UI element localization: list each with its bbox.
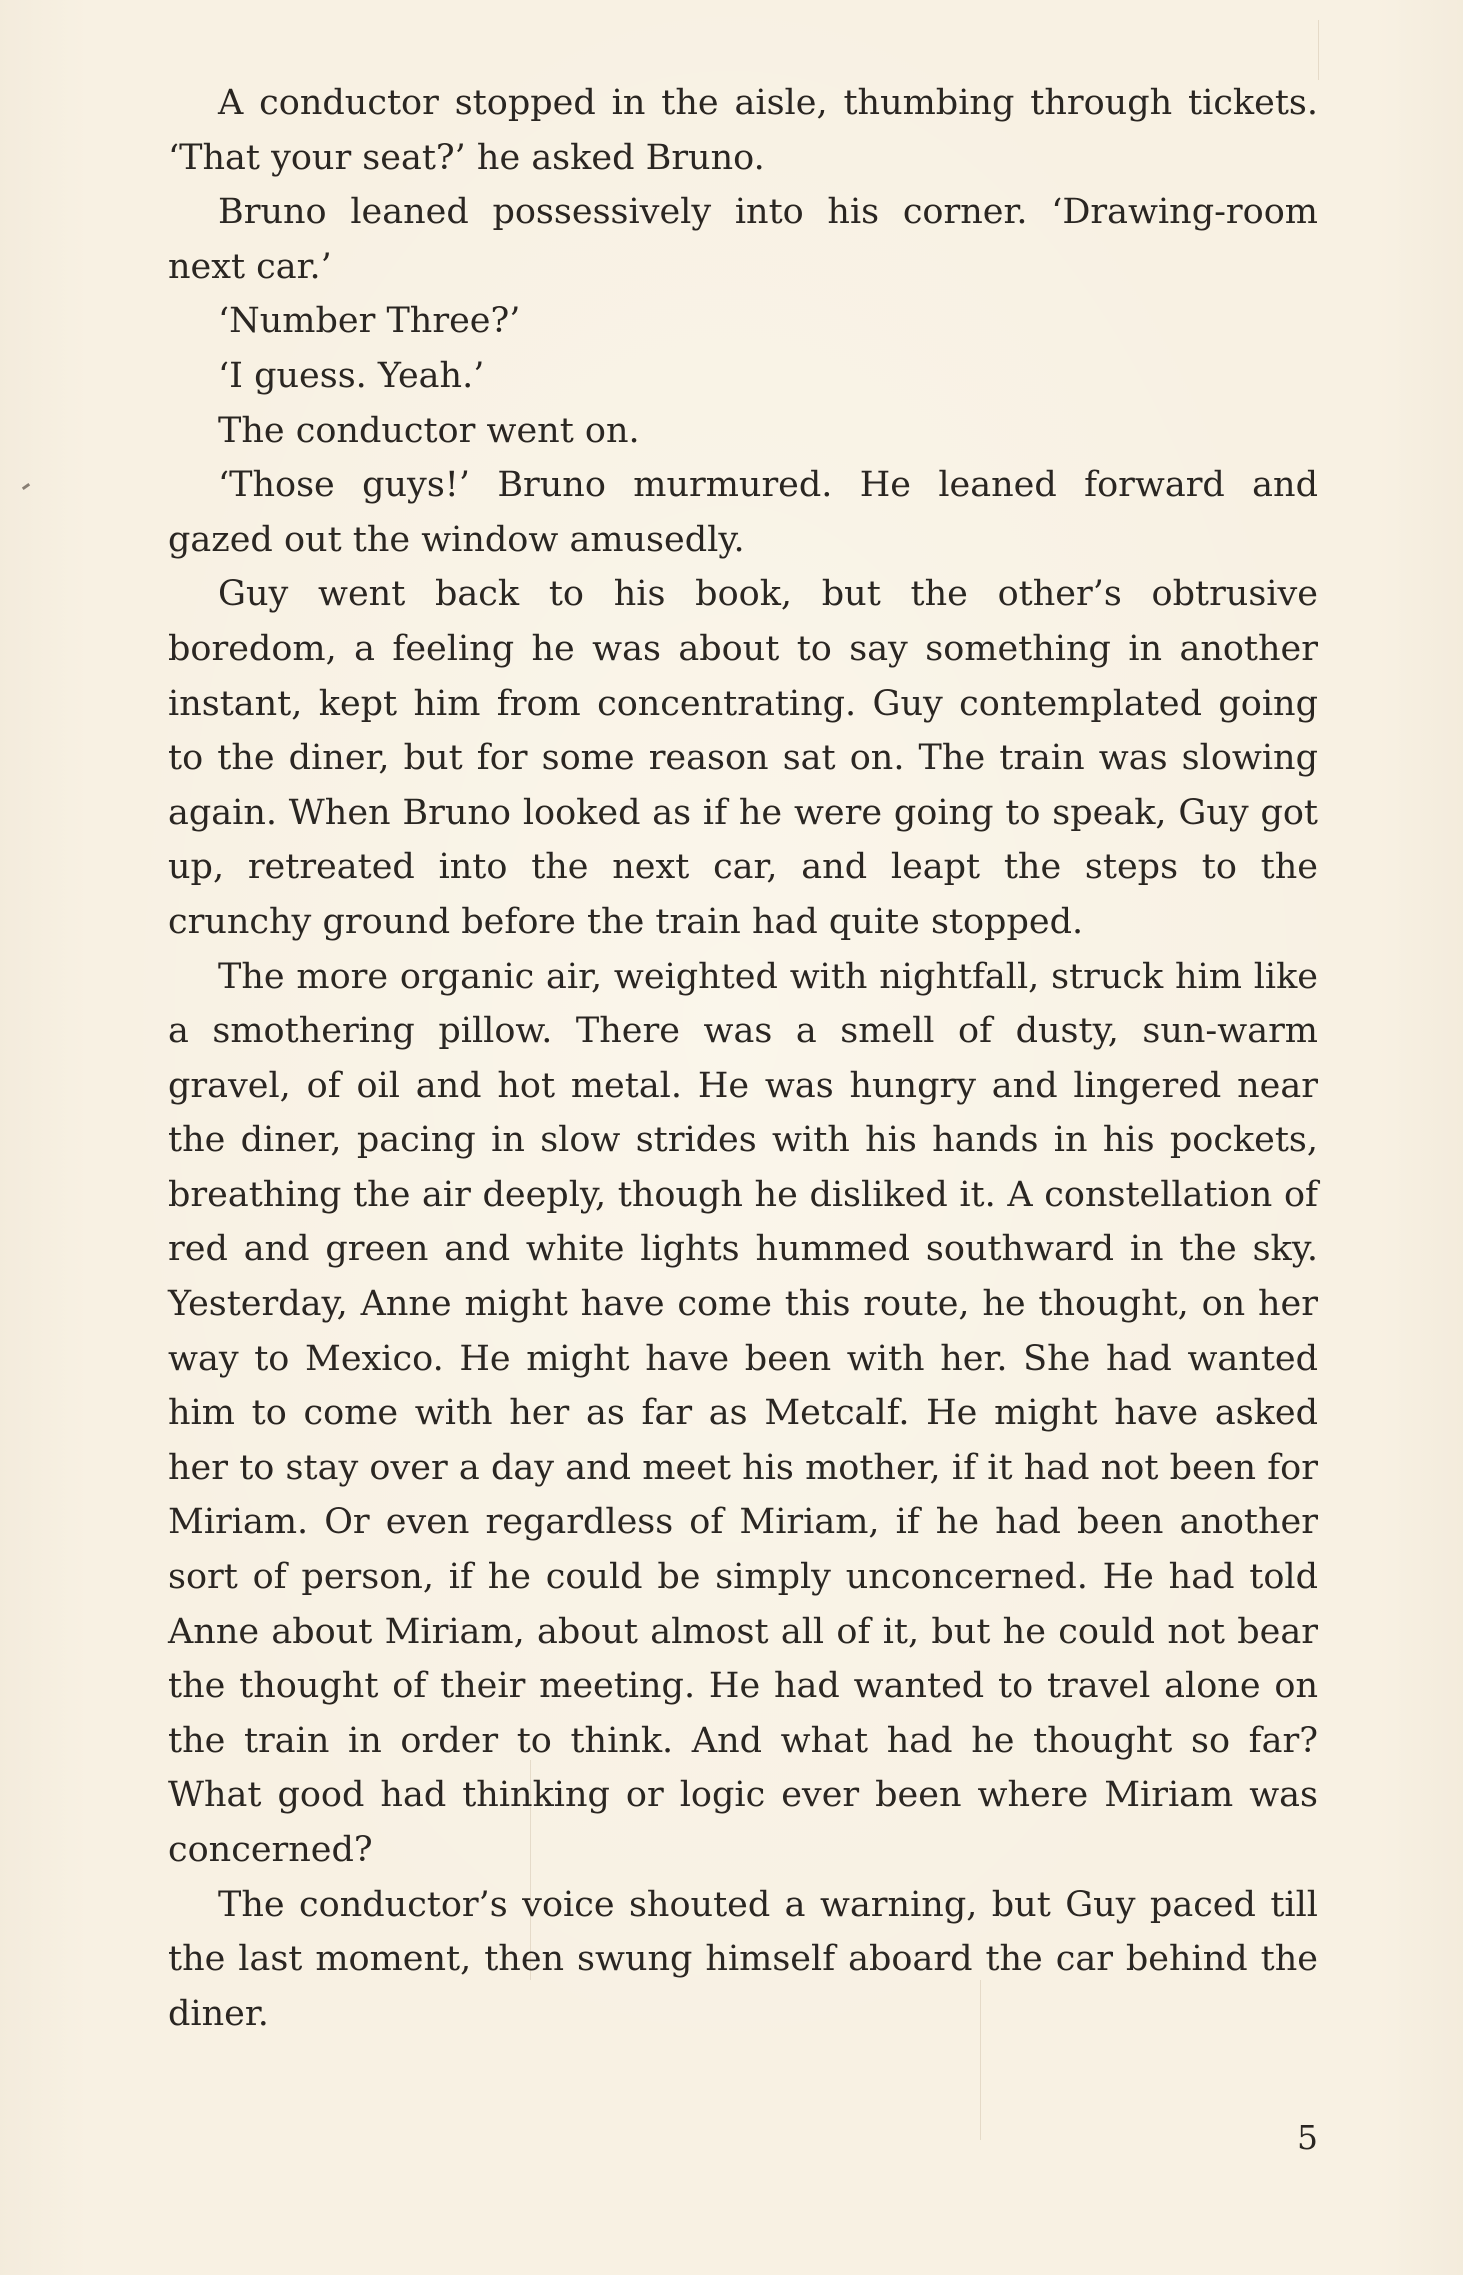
paragraph: ‘I guess. Yeah.’ bbox=[218, 355, 485, 396]
paragraph: Guy went back to his book, but the other’s obtrusive boredom, a feeling he was about to say something in another instant, kept him from concentrating. Guy contemplated going to the diner, but for some reason sat on. The train was slowing again. When Bruno looked as if he were going to speak, Guy got up, retreated into the next car, and leapt the steps to the crunchy ground before the train had quite stopped. bbox=[168, 574, 1318, 942]
paragraph: ‘Those guys!’ Bruno murmured. He leaned forward and gazed out the window amusedly. bbox=[168, 465, 1318, 560]
paragraph: A conductor stopped in the aisle, thumbing through tickets. ‘That your seat?’ he asked Bruno. bbox=[168, 83, 1318, 178]
body-text bbox=[168, 76, 1318, 2041]
paragraph: The conductor went on. bbox=[218, 410, 640, 451]
paragraph: Bruno leaned possessively into his corner. ‘Drawing-room next car.’ bbox=[168, 192, 1318, 287]
paragraph: The more organic air, weighted with nightfall, struck him like a smothering pillow. There was a smell of dusty, sun-warm gravel, of oil and hot metal. He was hungry and lingered near the diner, pacing in slow strides with his hands in his pockets, breathing the air deeply, though he disliked it. A constellation of red and green and white lights hummed southward in the sky. Yesterday, Anne might have come this route, he thought, on her way to Mexico. He might have been with her. She had wanted him to come with her as far as Metcalf. He might have asked her to stay over a day and meet his mother, if it had not been for Miriam. Or even regardless of Miriam, if he had been another sort of person, if he could be simply unconcerned. He had told Anne about Miriam, about almost all of it, but he could not bear the thought of their meeting. He had wanted to travel alone on the train in order to think. And what had he thought so far? What good had thinking or logic ever been where Miriam was concerned? bbox=[168, 956, 1318, 1870]
paragraph: ‘Number Three?’ bbox=[218, 301, 521, 342]
paragraph: The conductor’s voice shouted a warning, but Guy paced till the last moment, then swung himself aboard the car behind the diner. bbox=[168, 1884, 1318, 2034]
ink-speck bbox=[22, 483, 30, 490]
page-crease bbox=[1318, 20, 1319, 80]
page-number: 5 bbox=[1297, 2118, 1318, 2157]
